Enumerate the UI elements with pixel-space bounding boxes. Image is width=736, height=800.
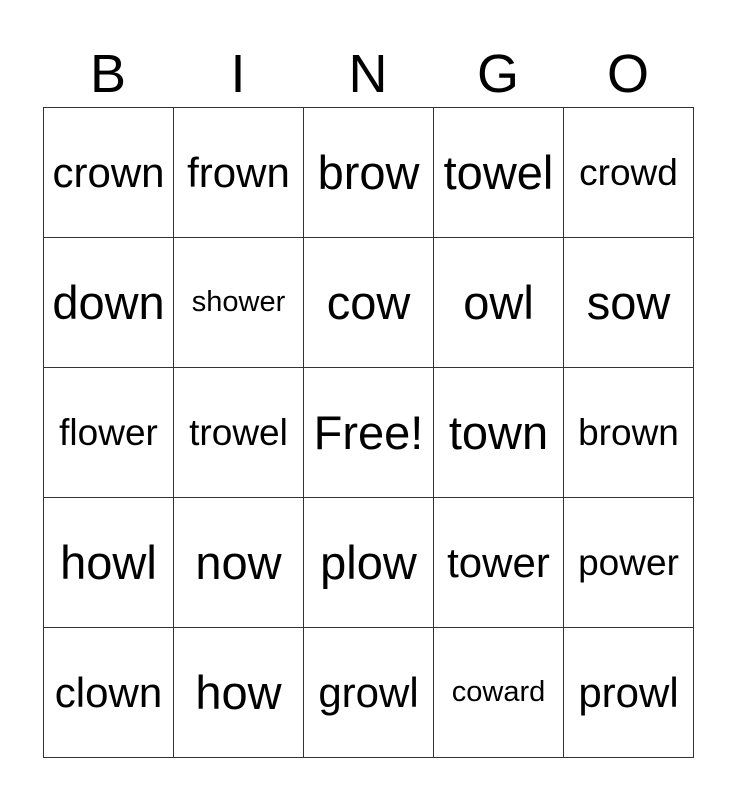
bingo-cell[interactable]: brow	[304, 108, 434, 238]
bingo-cell[interactable]: crowd	[564, 108, 694, 238]
bingo-cell[interactable]: howl	[44, 498, 174, 628]
bingo-cell[interactable]: growl	[304, 628, 434, 758]
bingo-header	[43, 40, 693, 108]
bingo-cell[interactable]: frown	[174, 108, 304, 238]
bingo-cell[interactable]: shower	[174, 238, 304, 368]
bingo-cell[interactable]: town	[434, 368, 564, 498]
header-letter-n: N	[348, 44, 388, 104]
bingo-cell[interactable]: tower	[434, 498, 564, 628]
bingo-cell[interactable]: clown	[44, 628, 174, 758]
bingo-cell[interactable]: sow	[564, 238, 694, 368]
bingo-cell[interactable]: now	[174, 498, 304, 628]
bingo-cell[interactable]: plow	[304, 498, 434, 628]
header-letter-i: I	[230, 44, 246, 104]
bingo-cell[interactable]: cow	[304, 238, 434, 368]
bingo-cell[interactable]: brown	[564, 368, 694, 498]
header-letter-g: G	[476, 44, 519, 104]
bingo-cell[interactable]: how	[174, 628, 304, 758]
bingo-cell[interactable]: power	[564, 498, 694, 628]
bingo-cell[interactable]: coward	[434, 628, 564, 758]
bingo-board	[43, 107, 694, 758]
bingo-cell[interactable]: owl	[434, 238, 564, 368]
bingo-cell[interactable]: trowel	[174, 368, 304, 498]
header-letter-b: B	[89, 44, 127, 104]
bingo-cell[interactable]: flower	[44, 368, 174, 498]
bingo-cell[interactable]: down	[44, 238, 174, 368]
bingo-cell[interactable]: towel	[434, 108, 564, 238]
free-space-cell[interactable]: Free!	[304, 368, 434, 498]
header-letter-o: O	[606, 44, 649, 104]
bingo-cell[interactable]: prowl	[564, 628, 694, 758]
bingo-cell[interactable]: crown	[44, 108, 174, 238]
